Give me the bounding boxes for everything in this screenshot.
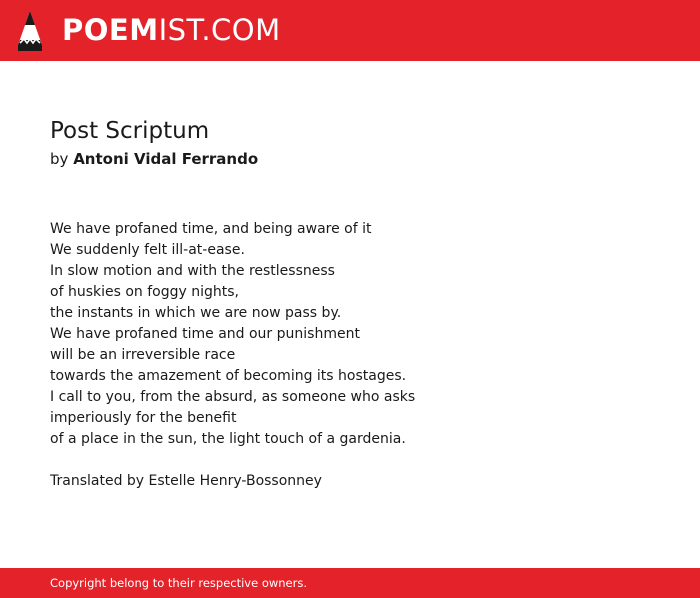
byline — [50, 149, 258, 169]
by-label: by — [50, 150, 69, 168]
poem-line: of a place in the sun, the light touch of a gardenia. — [50, 431, 406, 447]
poem-line: of huskies on foggy nights, — [50, 284, 239, 300]
poem-line: We have profaned time and our punishment — [50, 326, 360, 342]
logo-text-light: IST.COM — [158, 13, 281, 47]
copyright-text: Copyright belong to their respective owners. — [50, 576, 308, 590]
poem-line: the instants in which we are now pass by. — [50, 305, 342, 321]
poem-line: We have profaned time, and being aware of it — [50, 221, 372, 237]
poem-line: imperiously for the benefit — [50, 410, 237, 426]
author-name: Antoni Vidal Ferrando — [73, 150, 259, 168]
poem-line: I call to you, from the absurd, as someone who asks — [50, 389, 416, 405]
pencil-tip-icon[interactable] — [17, 10, 43, 52]
site-footer — [0, 568, 700, 598]
poem-line: In slow motion and with the restlessness — [50, 263, 335, 279]
logo-text-bold: POEM — [62, 13, 159, 47]
site-logo-text[interactable] — [62, 12, 281, 48]
poem-body — [50, 219, 670, 450]
poem-title: Post Scriptum — [50, 118, 210, 144]
poem-line: We suddenly felt ill-at-ease. — [50, 242, 245, 258]
poem-line: towards the amazement of becoming its hostages. — [50, 368, 407, 384]
poem-line: will be an irreversible race — [50, 347, 236, 363]
site-header — [0, 0, 700, 61]
translator-note: Translated by Estelle Henry-Bossonney — [50, 473, 322, 489]
